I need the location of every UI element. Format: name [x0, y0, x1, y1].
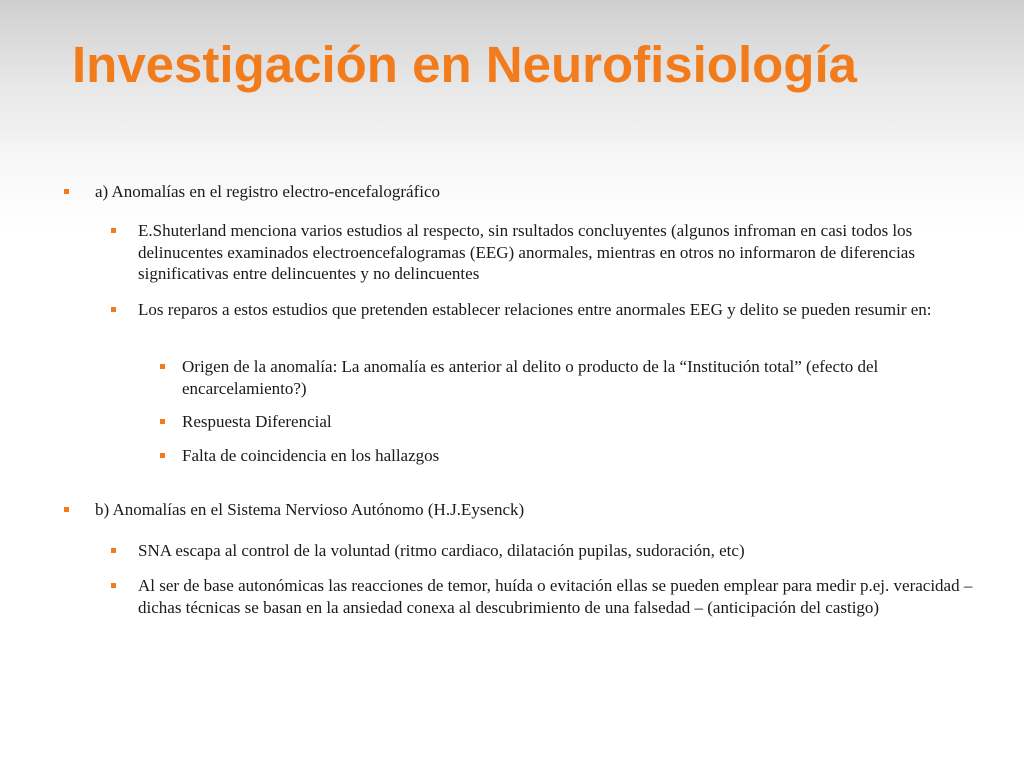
slide-title: Investigación en Neurofisiología	[72, 36, 857, 93]
bullet-text: a) Anomalías en el registro electro-encefalográfico	[95, 182, 441, 201]
bullet-text: Los reparos a estos estudios que pretenden establecer relaciones entre anormales EEG y delito se pueden resumir en:	[138, 300, 932, 319]
square-bullet-icon	[64, 189, 69, 194]
bullet-item	[95, 181, 985, 203]
bullet-text: b) Anomalías en el Sistema Nervioso Autónomo (H.J.Eysenck)	[95, 500, 525, 519]
bullet-item	[138, 575, 978, 618]
bullet-text: Origen de la anomalía: La anomalía es anterior al delito o producto de la “Institución total” (efecto del encarcelamiento?)	[182, 357, 879, 398]
square-bullet-icon	[160, 453, 165, 458]
bullet-item	[138, 220, 978, 285]
square-bullet-icon	[111, 228, 116, 233]
bullet-text: Respuesta Diferencial	[182, 412, 332, 431]
square-bullet-icon	[160, 364, 165, 369]
square-bullet-icon	[64, 507, 69, 512]
square-bullet-icon	[160, 419, 165, 424]
bullet-item	[138, 540, 978, 562]
bullet-text: E.Shuterland menciona varios estudios al respecto, sin rsultados concluyentes (algunos infroman en casi todos los delinucentes examinados electroencefalogramas (EEG) anormales, mientras en otros no informaron de diferencias significativas entre delincuentes y no delincuentes	[138, 221, 915, 283]
square-bullet-icon	[111, 548, 116, 553]
bullet-item	[182, 356, 987, 399]
bullet-item	[95, 499, 985, 521]
bullet-item	[138, 299, 978, 321]
bullet-text: Al ser de base autonómicas las reacciones de temor, huída o evitación ellas se pueden emplear para medir p.ej. veracidad – dichas técnicas se basan en la ansiedad conexa al descubrimiento de una falsedad – (anticipación del castigo)	[138, 576, 973, 617]
bullet-text: Falta de coincidencia en los hallazgos	[182, 446, 440, 465]
bullet-text: SNA escapa al control de la voluntad (ritmo cardiaco, dilatación pupilas, sudoración, etc)	[138, 541, 745, 560]
square-bullet-icon	[111, 307, 116, 312]
bullet-item	[182, 411, 987, 433]
square-bullet-icon	[111, 583, 116, 588]
bullet-item	[182, 445, 987, 467]
